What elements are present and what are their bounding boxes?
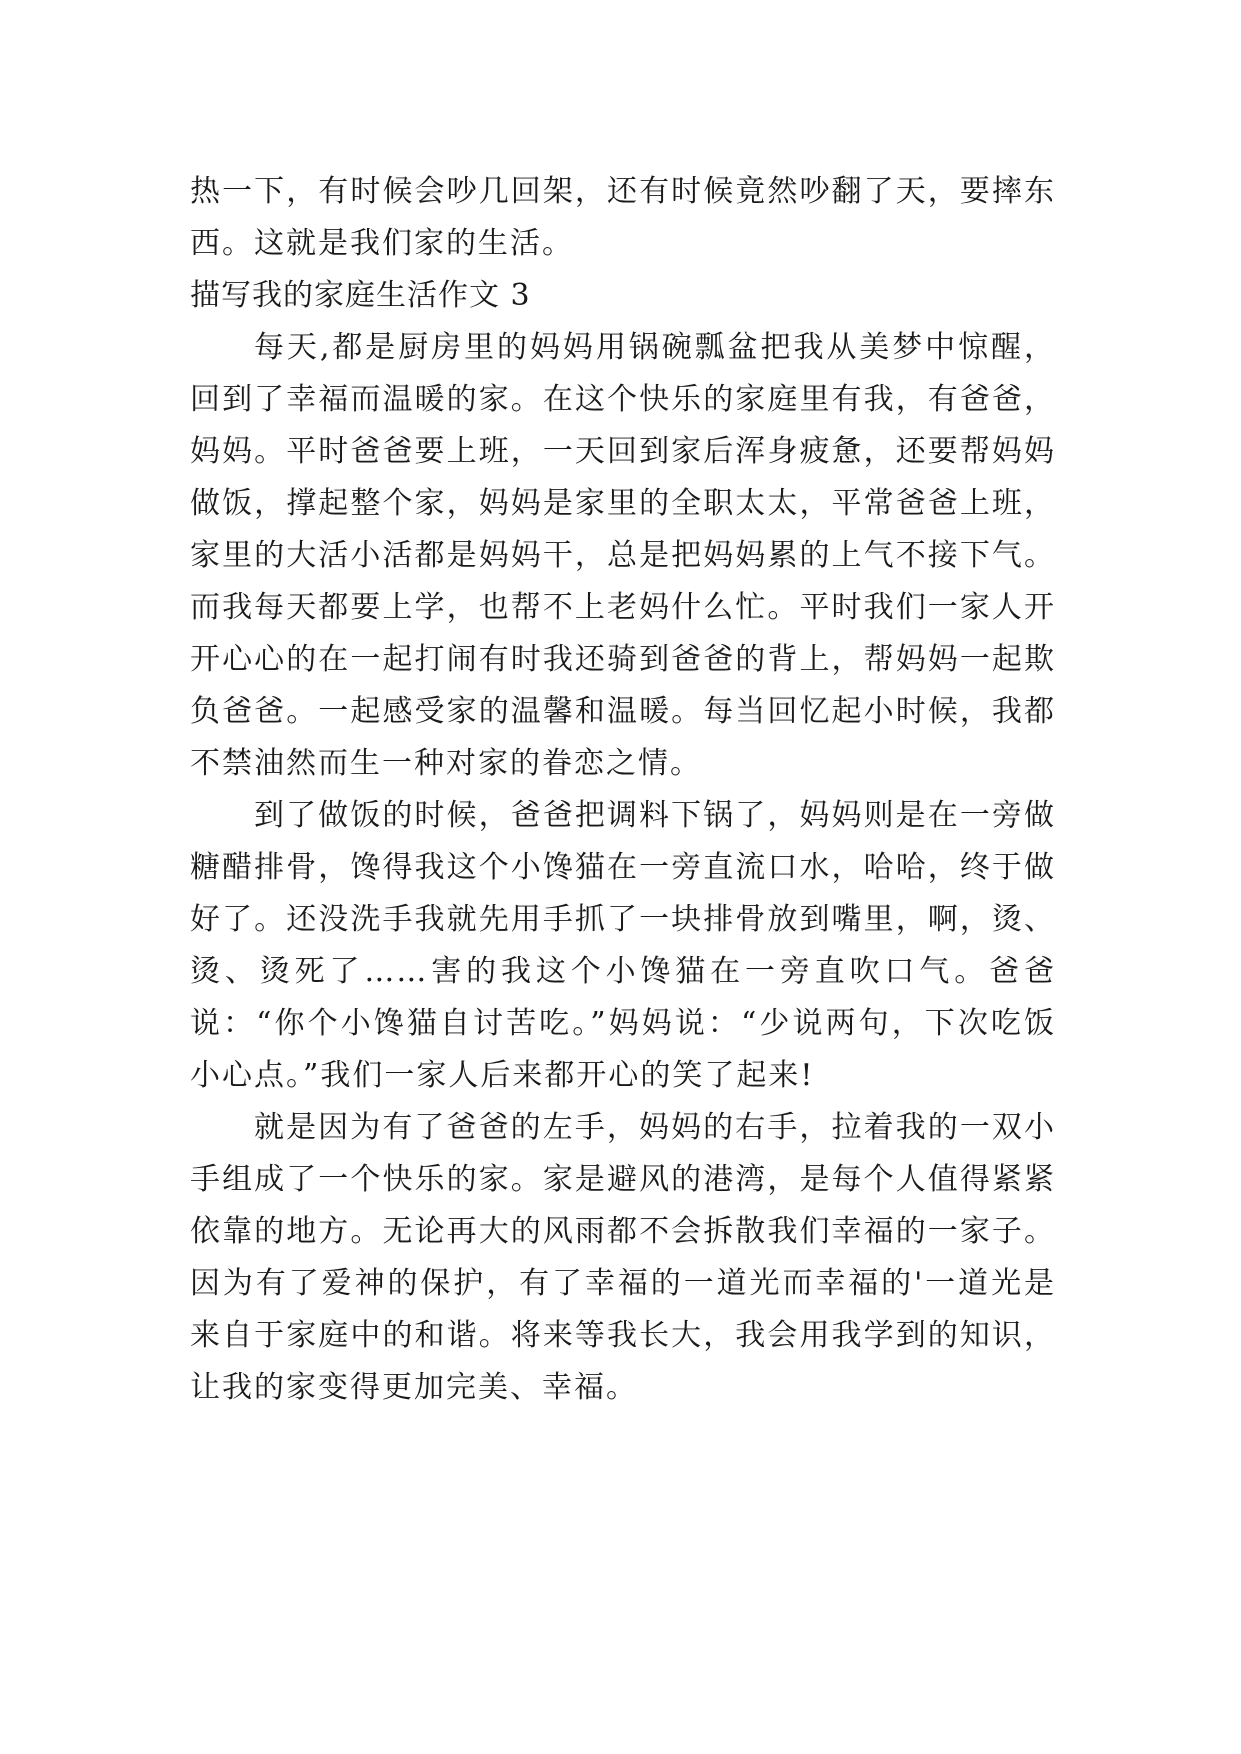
- paragraph-1: 每天,都是厨房里的妈妈用锅碗瓢盆把我从美梦中惊醒，回到了幸福而温暖的家。在这个快乐的家庭里有我，有爸爸，妈妈。平时爸爸要上班，一天回到家后浑身疲惫，还要帮妈妈做饭，撑起整个家，妈妈是家里的全职太太，平常爸爸上班，家里的大活小活都是妈妈干，总是把妈妈累的上气不接下气。而我每天都要上学，也帮不上老妈什么忙。平时我们一家人开开心心的在一起打闹有时我还骑到爸爸的背上，帮妈妈一起欺负爸爸。一起感受家的温馨和温暖。每当回忆起小时候，我都不禁油然而生一种对家的眷恋之情。: [190, 330, 1056, 781]
- document-body: [190, 166, 1056, 1414]
- paragraph-3: 就是因为有了爸爸的左手，妈妈的右手，拉着我的一双小手组成了一个快乐的家。家是避风的港湾，是每个人值得紧紧依靠的地方。无论再大的风雨都不会拆散我们幸福的一家子。因为有了爱神的保护，有了幸福的一道光而幸福的'一道光是来自于家庭中的和谐。将来等我长大，我会用我学到的知识，让我的家变得更加完美、幸福。: [190, 1110, 1056, 1405]
- paragraph-2: 到了做饭的时候，爸爸把调料下锅了，妈妈则是在一旁做糖醋排骨，馋得我这个小馋猫在一旁直流口水，哈哈，终于做好了。还没洗手我就先用手抓了一块排骨放到嘴里，啊，烫、烫、烫死了……害的我这个小馋猫在一旁直吹口气。爸爸说：“你个小馋猫自讨苦吃。”妈妈说：“少说两句，下次吃饭小心点。”我们一家人后来都开心的笑了起来!: [190, 798, 1056, 1093]
- section-title: 描写我的家庭生活作文 3: [190, 278, 531, 313]
- intro-paragraph: 热一下，有时候会吵几回架，还有时候竟然吵翻了天，要摔东西。这就是我们家的生活。: [190, 174, 1056, 261]
